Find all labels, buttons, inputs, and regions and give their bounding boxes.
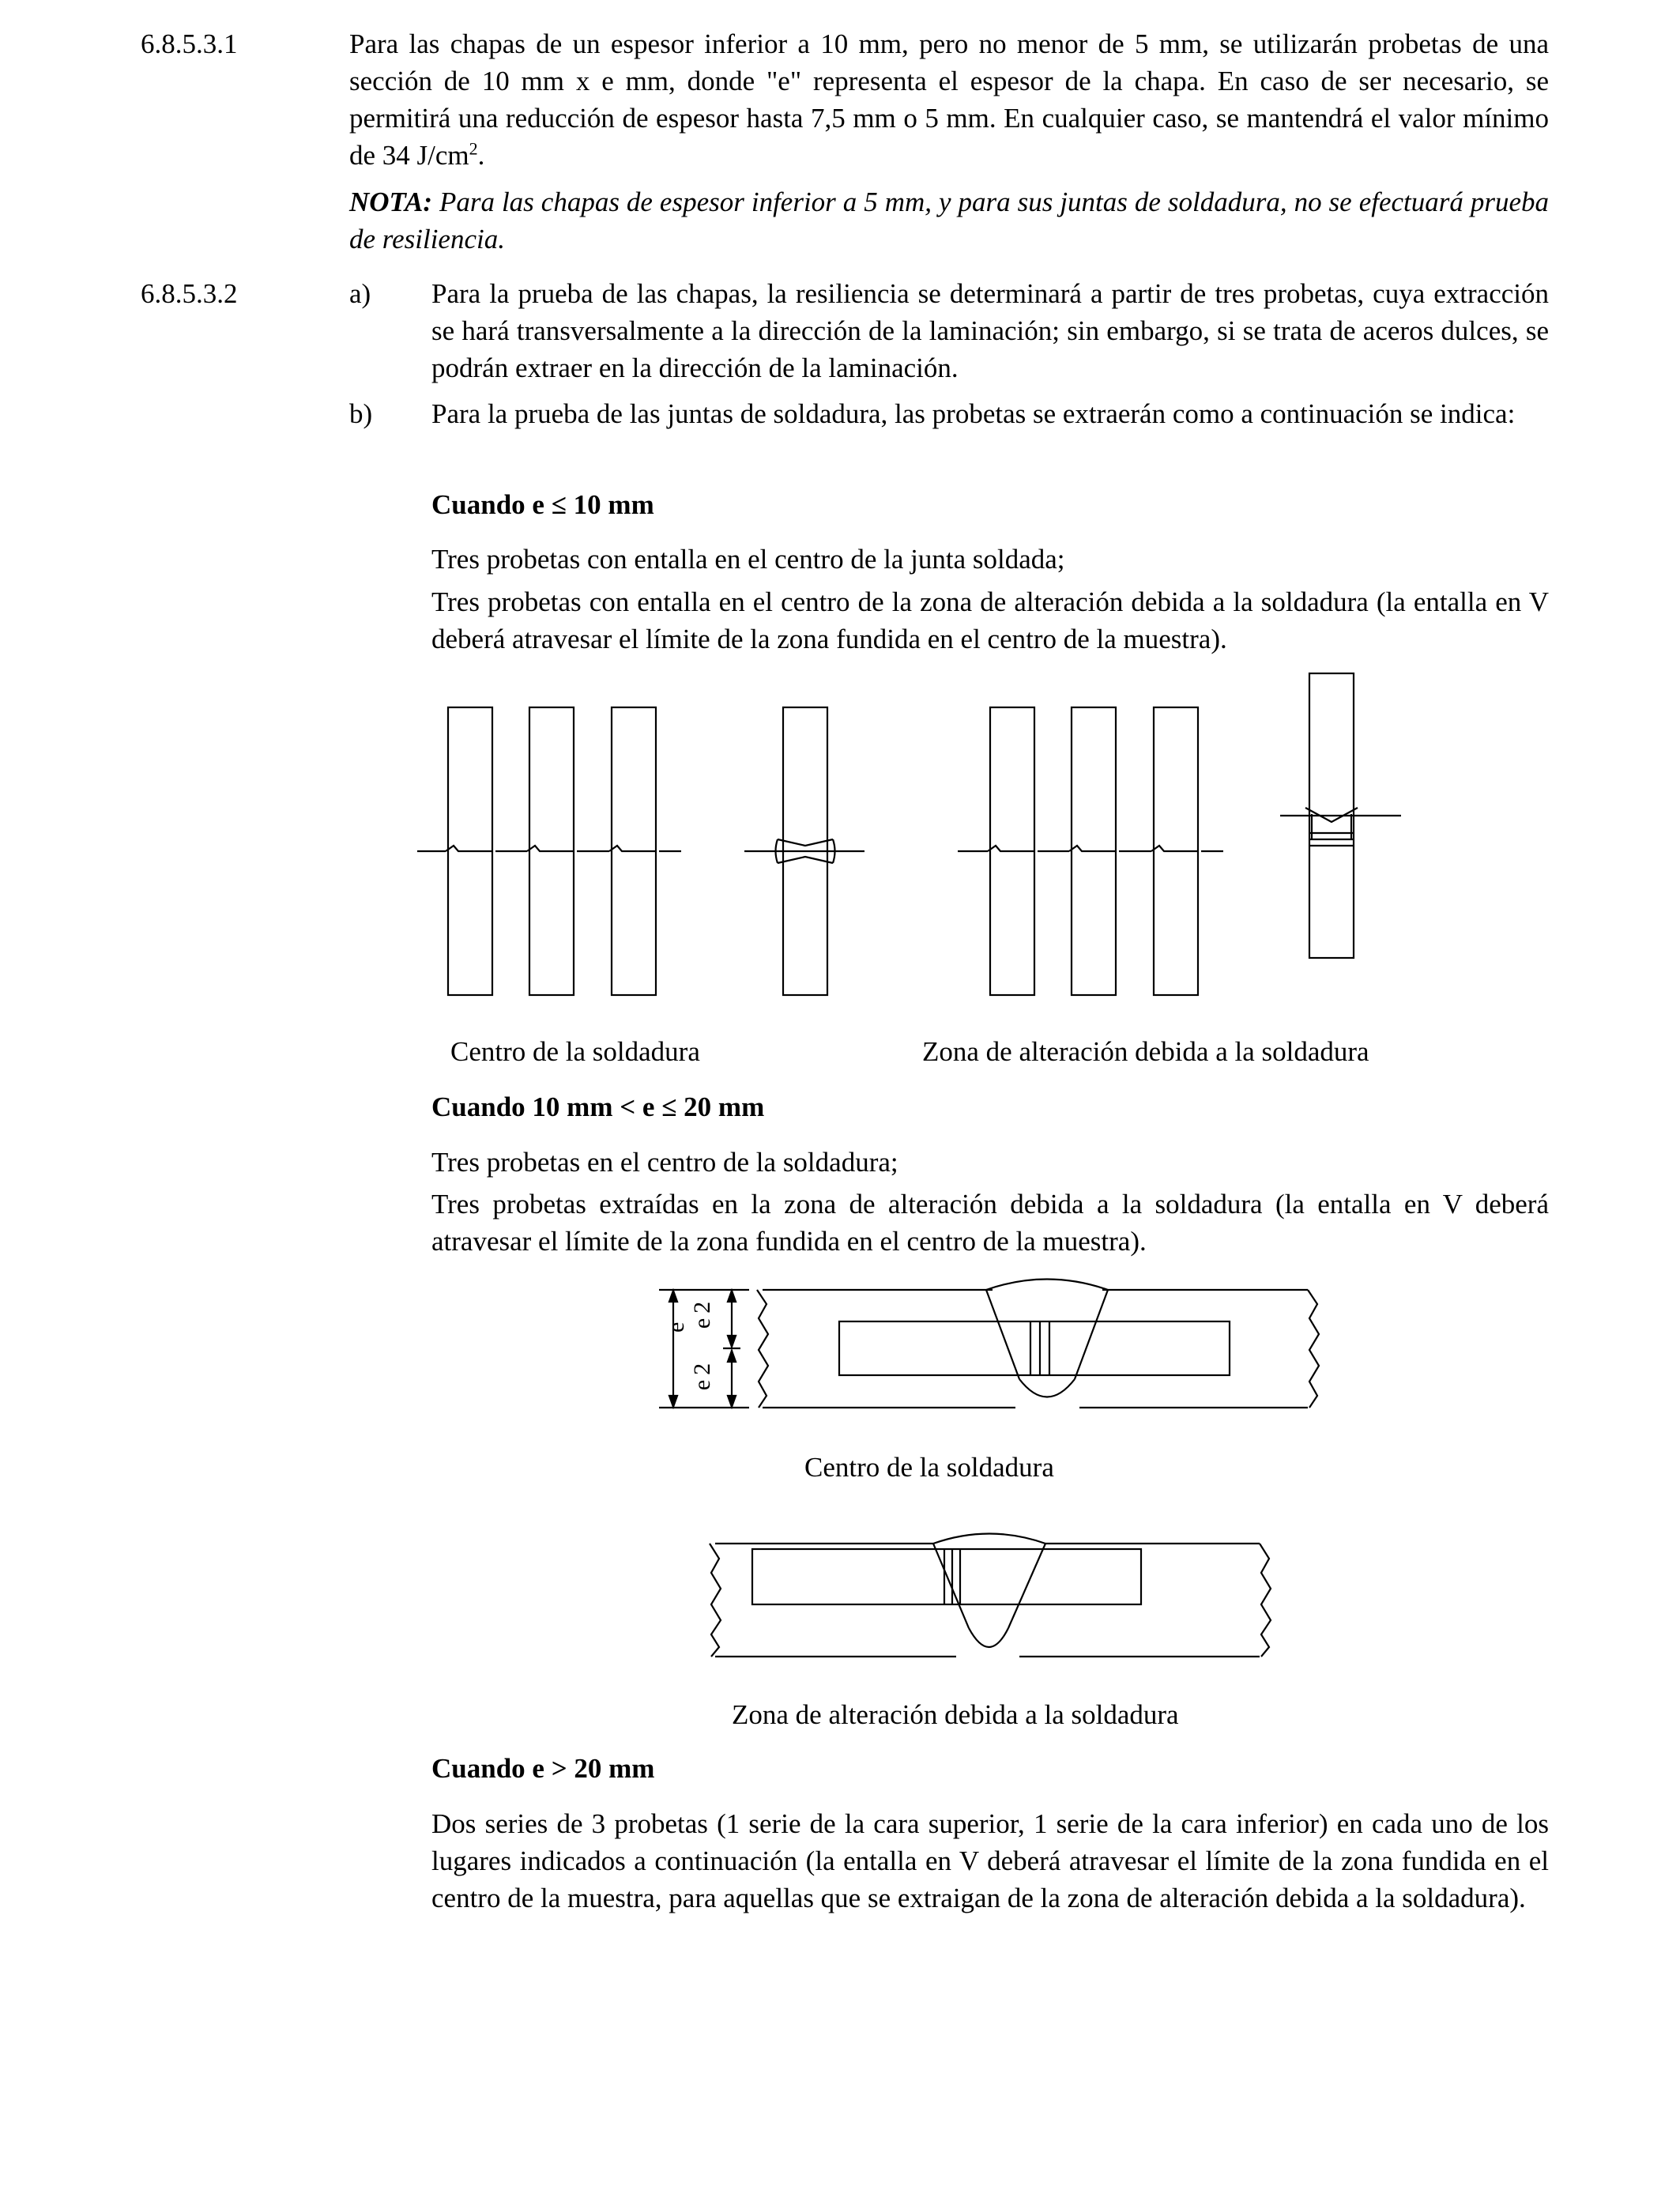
dim-half-bottom-den: 2 bbox=[689, 1363, 715, 1375]
case-2-line-2: Tres probetas extraídas en la zona de alteración debida a la soldadura (la entalla en V deberá atravesar el límite de la zona fundida en el centro de la muestra). bbox=[431, 1189, 1549, 1257]
section-number-6-8-5-3-1: 6.8.5.3.1 bbox=[141, 28, 238, 59]
dim-e-label: e bbox=[663, 1321, 689, 1333]
dim-half-top-den: 2 bbox=[689, 1301, 715, 1314]
note-label: NOTA: bbox=[349, 187, 432, 217]
item-a-label: a) bbox=[349, 278, 371, 309]
item-b-text: Para la prueba de las juntas de soldadura, las probetas se extraerán como a continuación se indica: bbox=[431, 398, 1516, 429]
superscript: 2 bbox=[469, 138, 478, 159]
section-1-paragraph-text: Para las chapas de un espesor inferior a 10 mm, pero no menor de 5 mm, se utilizarán probetas de una sección de 10 mm x e mm, donde "e" representa el espesor de la chapa. En caso de ser necesario, se permitirá una reducción de espesor hasta 7,5 mm o 5 mm. En cualquier caso, se mantendrá el valor mínimo de 34 J/cm bbox=[349, 28, 1549, 171]
case-2-caption-2: Zona de alteración debida a la soldadura bbox=[732, 1699, 1179, 1730]
dim-half-top-num: e bbox=[689, 1318, 715, 1329]
haz-section bbox=[710, 1534, 1271, 1657]
case-1-heading: Cuando e ≤ 10 mm bbox=[431, 489, 654, 520]
case-3-paragraph: Dos series de 3 probetas (1 serie de la cara superior, 1 serie de la cara inferior) en cada uno de los lugares indicados a continuación (la entalla en V deberá atravesar el límite de la zona fundida en el centro de la muestra, para aquellas que se extraigan de la zona de alteración debida a la soldadura). bbox=[431, 1808, 1549, 1913]
case-2-heading: Cuando 10 mm < e ≤ 20 mm bbox=[431, 1091, 765, 1122]
case-1-caption-right: Zona de alteración debida a la soldadura bbox=[922, 1036, 1369, 1067]
note-text: Para las chapas de espesor inferior a 5 mm, y para sus juntas de soldadura, no se efectuará prueba de resiliencia. bbox=[349, 187, 1549, 254]
case-1-line-1: Tres probetas con entalla en el centro de la junta soldada; bbox=[431, 544, 1065, 575]
case-2-line-1: Tres probetas en el centro de la soldadura; bbox=[431, 1147, 898, 1178]
case-1-line-2: Tres probetas con entalla en el centro de la zona de alteración debida a la soldadura (la entalla en V deberá atravesar el límite de la zona fundida en el centro de la muestra). bbox=[431, 586, 1549, 654]
case-2-caption-1: Centro de la soldadura bbox=[804, 1452, 1054, 1483]
item-b-label: b) bbox=[349, 398, 373, 429]
section-1-paragraph-end: . bbox=[477, 140, 485, 171]
case-3-heading: Cuando e > 20 mm bbox=[431, 1753, 655, 1784]
item-a-text: Para la prueba de las chapas, la resiliencia se determinará a partir de tres probetas, cuya extracción se hará transversalmente a la dirección de la laminación; sin embargo, si se trata de aceros dulces, se podrán extraer en la dirección de la laminación. bbox=[431, 278, 1549, 383]
dim-half-bottom-num: e bbox=[689, 1379, 715, 1391]
case-1-caption-left: Centro de la soldadura bbox=[450, 1036, 700, 1067]
section-number-6-8-5-3-2: 6.8.5.3.2 bbox=[141, 278, 238, 309]
